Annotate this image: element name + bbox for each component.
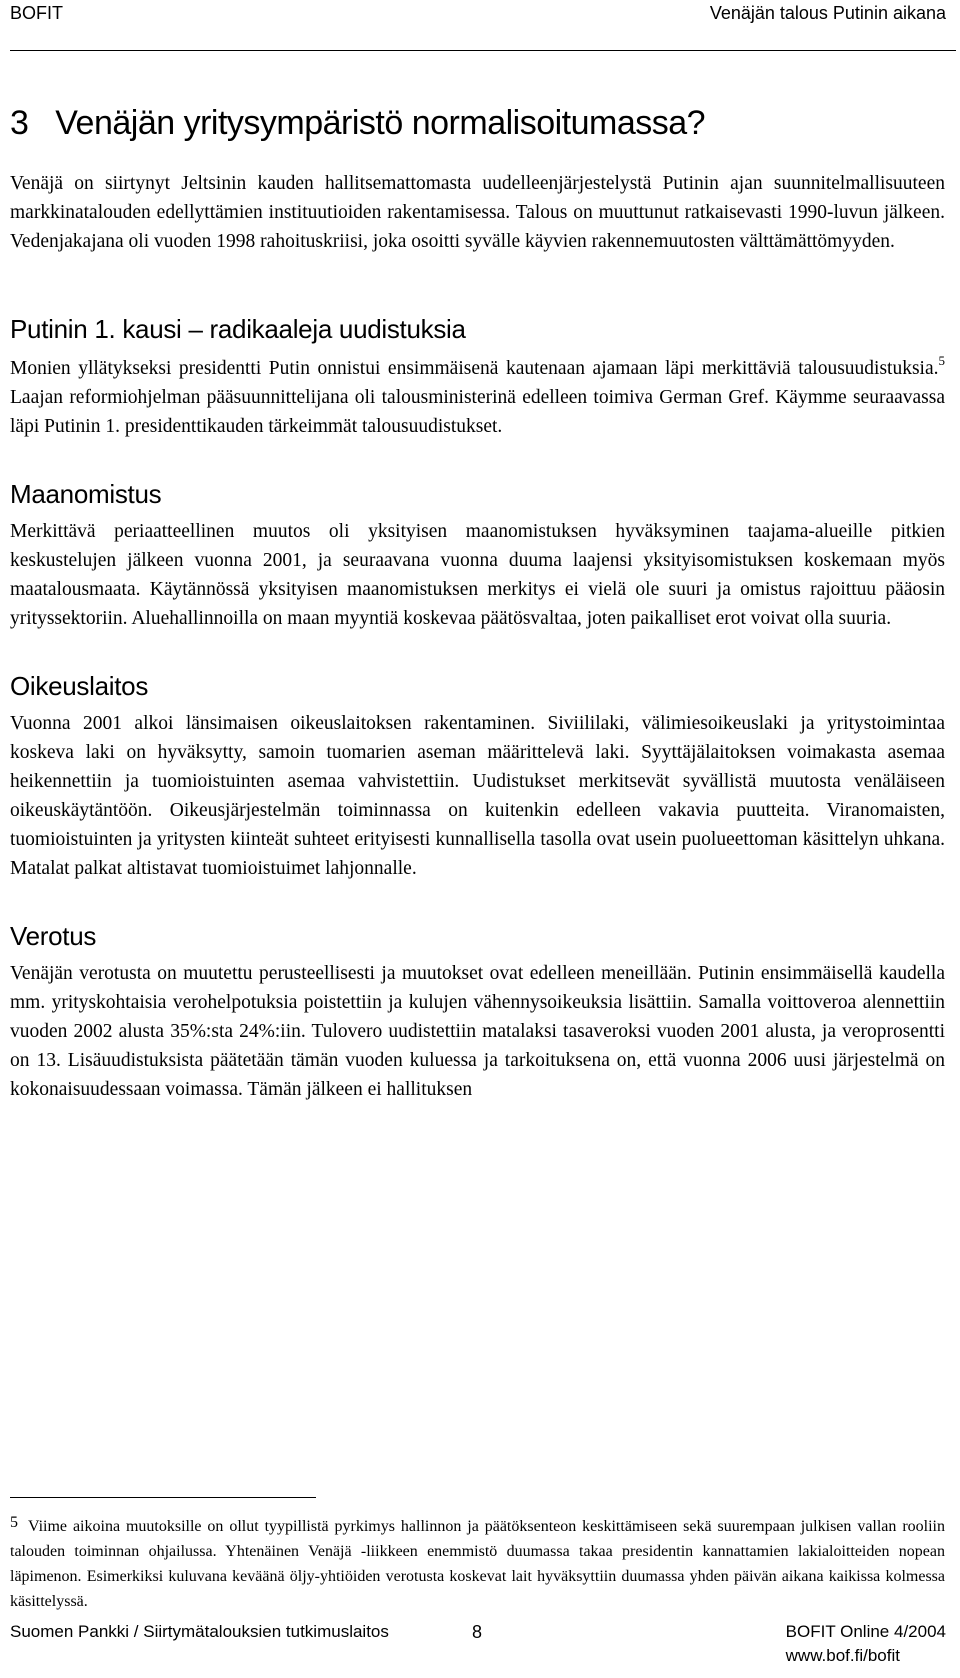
running-header [10,2,950,30]
section-verotus [10,921,945,1104]
section-title-oikeuslaitos: Oikeuslaitos [10,671,149,701]
section-paragraph-verotus: Venäjän verotusta on muutettu perusteellisesti ja muutokset ovat edelleen meneillään. Putinin ensimmäisellä kaudella mm. yrityskohtaisia verohelpotuksia poistettiin ja kulujen vähennysoikeuksia lisättiin. Samalla voittoveroa alennettiin vuoden 2002 alusta 35%:sta 24%:iin. Tulovero uudistettiin matalaksi tasaveroksi vuoden 2001 alusta, ja veroprosentti on 13. Lisäuudistuksista päätetään tämän vuoden kuluessa ja tarkoituksena on, että vuonna 2006 uusi järjestelmä on kokonaisuudessaan voimassa. Tämän jälkeen ei hallituksen [10,963,945,1100]
page-number: 8 [472,1622,483,1642]
footnote-number: 5 [10,1514,18,1531]
putin-text-part-a: Monien yllätykseksi presidentti Putin onnistui ensimmäisenä kautenaan ajamaan läpi merkittäviä talousuudistuksia. [10,358,939,379]
section-title-verotus: Verotus [10,921,97,951]
section-oikeuslaitos [10,671,945,883]
header-publisher: BOFIT [10,3,63,23]
footer-website-link[interactable]: www.bof.fi/bofit [785,1646,900,1665]
section-title-putin-term: Putinin 1. kausi – radikaaleja uudistuksia [10,314,466,344]
section-paragraph-putin-term [10,354,945,441]
footer-institution: Suomen Pankki / Siirtymätalouksien tutkimuslaitos [10,1622,389,1641]
header-document-title: Venäjän talous Putinin aikana [709,3,946,23]
footnote-divider [10,1497,316,1498]
footnote-reference[interactable]: 5 [938,352,945,368]
section-maanomistus [10,479,945,633]
section-paragraph-maanomistus: Merkittävä periaatteellinen muutos oli yksityisen maanomistuksen hyväksyminen taajama-alueille pitkien keskustelujen jälkeen vuonna 2001, ja seuraavana vuonna duuma laajensi yksityisomistuksen koskemaan myös maatalousmaata. Käytännössä yksityisen maanomistuksen merkitys ei vielä ole suuri ja omistus rajoittuu pääosin yrityssektoriin. Aluehallinnoilla on maan myyntiä koskevaa päätösvaltaa, joten paikalliset erot voivat olla suuria. [10,521,945,629]
section-putin-term [10,314,945,441]
footnote [10,1510,945,1614]
footnote-text: Viime aikoina muutoksille on ollut tyypillistä pyrkimys hallinnon ja päätöksenteon keskittämiseen sekä suurempaan julkisen vallan rooliin talouden toiminnan ohjailussa. Yhtenäinen Venäjä -liikkeen enemmistö duumassa takaa presidentin kannattamien lakialoitteiden nopean läpimenon. Esimerkiksi kuluvana keväänä öljy-yhtiöiden verotusta koskevat lait hyväksyttiin duumassa yhden päivän aikana kaikissa kolmessa käsittelyssä. [10,1518,945,1610]
section-paragraph-oikeuslaitos: Vuonna 2001 alkoi länsimaisen oikeuslaitoksen rakentaminen. Siviililaki, välimiesoikeuslaki ja yritystoimintaa koskeva laki on hyväksytty, samoin tuomarien aseman määrittelevä laki. Syyttäjälaitoksen voimakasta asemaa heikennettiin ja tuomioistuinten asemaa vahvistettiin. Uudistukset merkitsevät syvällistä muutosta venäläiseen oikeuskäytäntöön. Oikeusjärjestelmän toiminnassa on kuitenkin edelleen vakavia puutteita. Viranomaisten, tuomioistuinten ja yritysten kiinteät suhteet erityisesti kunnallisella tasolla ovat usein puolueettoman käsittelyn uhkana. Matalat palkat altistavat tuomioistuimet lahjonnalle. [10,713,945,879]
section-title-maanomistus: Maanomistus [10,479,162,509]
footer-issue: BOFIT Online 4/2004 [785,1622,946,1641]
header-divider [10,50,956,51]
footer-publication [786,1620,946,1668]
putin-text-part-b: Laajan reformiohjelman pääsuunnittelijana oli talousministerinä edelleen toimiva German Gref. Käymme seuraavassa läpi Putinin 1. presidenttikauden tärkeimmät talousuudistukset. [10,387,945,437]
main-content [10,103,945,1104]
chapter-title: 3 Venäjän yritysympäristö normalisoitumassa? [10,104,706,142]
document-page [10,0,950,1678]
intro-paragraph: Venäjä on siirtynyt Jeltsinin kauden hallitsemattomasta uudelleenjärjestelystä Putinin ajan suunnitelmallisuuteen markkinatalouden edellyttämien instituutioiden rakentamisessa. Talous on muuttunut ratkaisevasti 1990-luvun jälkeen. Vedenjakajana oli vuoden 1998 rahoituskriisi, joka osoitti syvälle käyvien rakennemuutosten välttämättömyyden. [10,173,945,252]
page-footer [10,1620,950,1676]
